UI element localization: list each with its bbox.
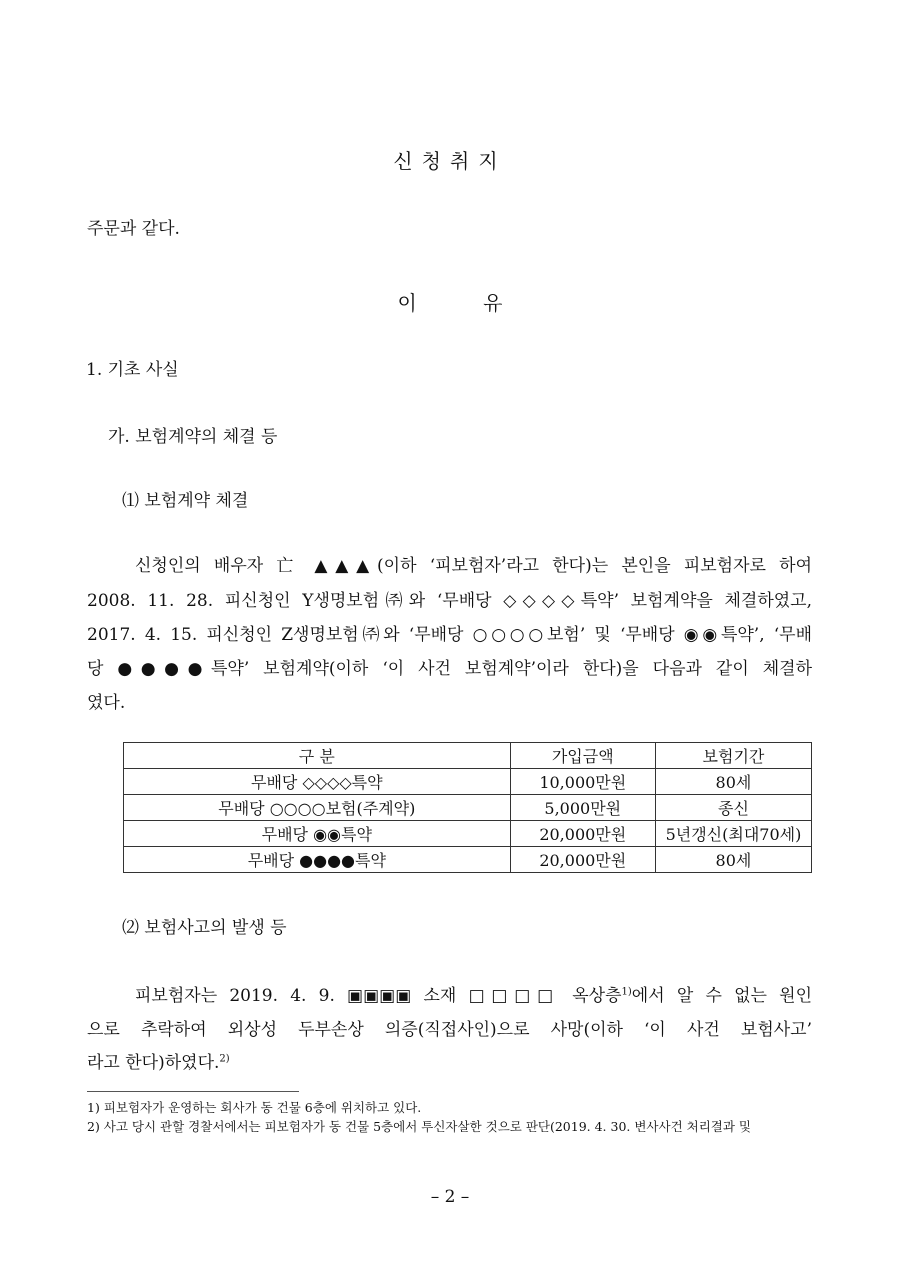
table-cell: 종신: [655, 795, 811, 821]
page-number: – 2 –: [430, 1187, 470, 1207]
para2-line1-text-b: 에서 알 수 없는 원인: [631, 986, 812, 1006]
subheading-accident: ⑵ 보험사고의 발생 등: [122, 918, 287, 938]
section-heading-1: 1. 기초 사실: [86, 360, 179, 380]
footnote-ref-2[interactable]: 2): [219, 1053, 230, 1065]
table-cell: 80세: [655, 769, 811, 795]
table-row: [124, 847, 812, 873]
para2-line1: [135, 981, 812, 1006]
para1-line1: 신청인의 배우자 亡 ▲▲▲(이하 ‘피보험자’라고 한다)는 본인을 피보험자로 하여: [135, 556, 812, 576]
footnote-2: 2) 사고 당시 관할 경찰서에서는 피보험자가 동 건물 5층에서 투신자살한 것으로 판단(2019. 4. 30. 변사사건 처리결과 및: [87, 1119, 751, 1134]
table-cell: 5년갱신(최대70세): [655, 821, 811, 847]
subheading-contract: ⑴ 보험계약 체결: [122, 491, 249, 511]
footnote-1: 1) 피보험자가 운영하는 회사가 동 건물 6층에 위치하고 있다.: [87, 1100, 422, 1115]
footnote-divider: [87, 1091, 299, 1092]
table-cell: 무배당 ○○○○보험(주계약): [124, 795, 511, 821]
table-cell: 5,000만원: [510, 795, 655, 821]
para2-line3: [87, 1048, 230, 1073]
table-cell: 20,000만원: [510, 821, 655, 847]
section-heading-1a: 가. 보험계약의 체결 등: [108, 427, 278, 447]
table-cell: 10,000만원: [510, 769, 655, 795]
table-row: [124, 821, 812, 847]
order-text: 주문과 같다.: [87, 219, 180, 239]
para1-line5: 였다.: [87, 693, 126, 713]
table-header-category: 구 분: [124, 743, 511, 769]
table-cell: 무배당 ◇◇◇◇특약: [124, 769, 511, 795]
table-header-period: 보험기간: [655, 743, 811, 769]
title-request: 신청취지: [393, 149, 507, 173]
para1-line4: 당 ●●●●특약’ 보험계약(이하 ‘이 사건 보험계약’이라 한다)을 다음과 같이 체결하: [87, 659, 812, 679]
footnote-ref-1[interactable]: 1): [621, 986, 632, 998]
table-row: [124, 769, 812, 795]
para1-line2: 2008. 11. 28. 피신청인 Y생명보험㈜와 ‘무배당 ◇◇◇◇특약’ 보험계약을 체결하였고,: [87, 591, 812, 611]
table-cell: 80세: [655, 847, 811, 873]
table-header-amount: 가입금액: [510, 743, 655, 769]
title-reason: 이 유: [397, 291, 503, 315]
table-cell: 무배당 ●●●●특약: [124, 847, 511, 873]
para2-line1-text-a: 피보험자는 2019. 4. 9. ▣▣▣▣ 소재 □□□□ 옥상층: [135, 986, 622, 1006]
para1-line3: 2017. 4. 15. 피신청인 Z생명보험㈜와 ‘무배당 ○○○○보험’ 및 ‘무배당 ◉◉특약’, ‘무배: [87, 625, 812, 645]
table-cell: 20,000만원: [510, 847, 655, 873]
table-row: [124, 795, 812, 821]
para2-line2: 으로 추락하여 외상성 두부손상 의증(직접사인)으로 사망(이하 ‘이 사건 보험사고’: [87, 1020, 812, 1040]
para2-line3-text: 라고 한다)하였다.: [87, 1053, 220, 1073]
table-header-row: [124, 743, 812, 769]
table-cell: 무배당 ◉◉특약: [124, 821, 511, 847]
insurance-table: [123, 742, 812, 873]
